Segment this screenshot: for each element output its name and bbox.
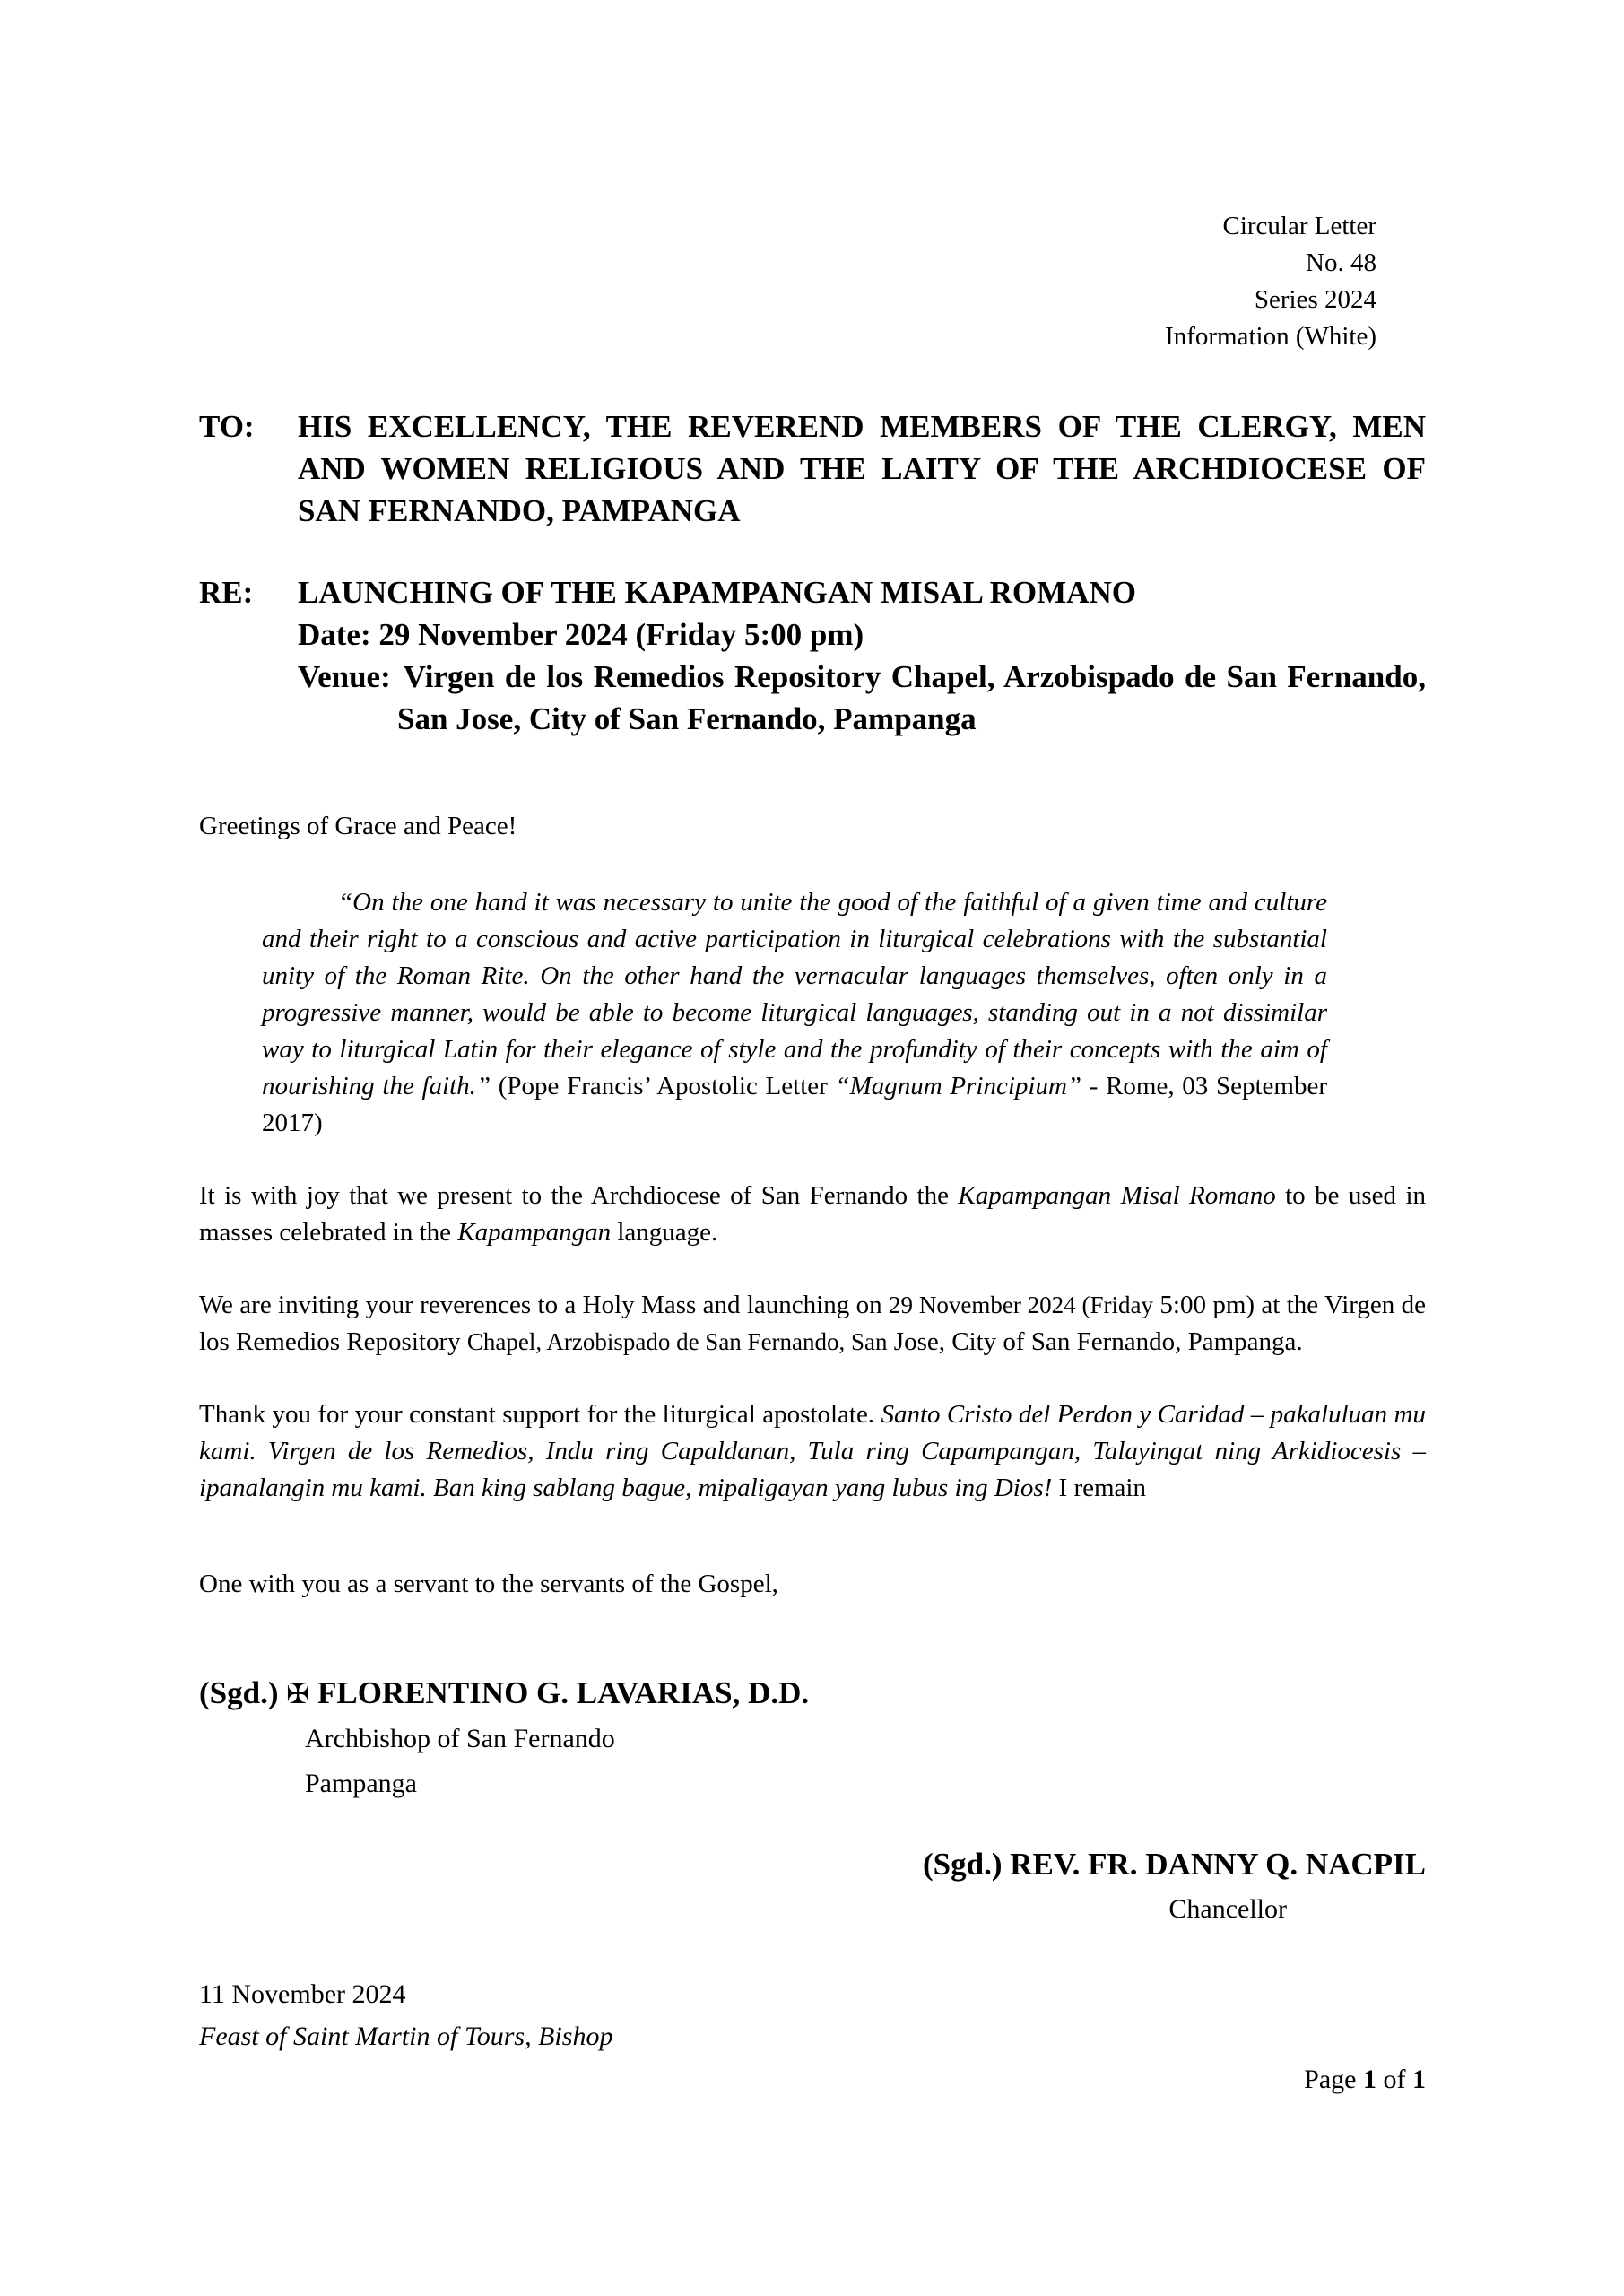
quote-attribution-prefix: (Pope Francis’ Apostolic Letter xyxy=(491,1072,836,1100)
paragraph-text-run: to be used in masses celebrated in the xyxy=(199,1181,1426,1247)
re-venue-label: Venue: xyxy=(298,659,391,694)
dateline xyxy=(199,1973,1426,2057)
chancellor-name: (Sgd.) REV. FR. DANNY Q. NACPIL xyxy=(922,1847,1426,1882)
paragraph-text-run: 5:00 pm) at the Virgen de los Remedios Repository xyxy=(199,1291,1426,1356)
paragraph-text-run: We are inviting your reverences to a Holy Mass and launching on xyxy=(199,1291,889,1319)
paragraph-text-run: Thank you for your constant support for the liturgical apostolate. xyxy=(199,1400,881,1429)
paragraph-text-run: Chapel, Arzobispado de San Fernando, San xyxy=(466,1328,888,1355)
page-number-footer xyxy=(199,2061,1426,2098)
paragraph-text-run: language. xyxy=(611,1218,718,1247)
header-line-series: Series 2024 xyxy=(1254,285,1376,314)
paragraph-text-run: Jose, City of San Fernando, Pampanga. xyxy=(887,1327,1303,1356)
quote-attribution-suffix: - Rome, 03 September 2017) xyxy=(262,1072,1328,1137)
letter-date: 11 November 2024 xyxy=(199,1979,406,2009)
re-venue xyxy=(298,656,1426,740)
re-block xyxy=(199,571,1426,740)
archbishop-name: FLORENTINO G. LAVARIAS, D.D. xyxy=(317,1675,810,1710)
paragraph-text-run: It is with joy that we present to the Archdiocese of San Fernando the xyxy=(199,1181,959,1210)
greeting: Greetings of Grace and Peace! xyxy=(199,812,517,840)
paragraph-presentation xyxy=(199,1178,1426,1251)
quote-paragraph xyxy=(262,884,1327,1142)
closing-line: One with you as a servant to the servants of the Gospel, xyxy=(199,1570,778,1598)
episcopal-cross-icon: ✠ xyxy=(286,1678,310,1710)
page-word: Page xyxy=(1304,2065,1357,2094)
re-subject: LAUNCHING OF THE KAPAMPANGAN MISAL ROMANO xyxy=(298,575,1136,610)
archbishop-province: Pampanga xyxy=(305,1769,417,1798)
re-venue-text: Virgen de los Remedios Repository Chapel, Arzobispado de San Fernando, San Jose, City of San Fernando, Pampanga xyxy=(397,659,1426,736)
signature-chancellor xyxy=(199,1842,1426,1932)
paragraph-thanks-prayer xyxy=(199,1396,1426,1507)
re-label: RE: xyxy=(199,575,254,610)
paragraph-text-run: Santo Cristo del Perdon y Caridad – pakaluluan mu kami. Virgen de los Remedios, Indu ring Capaldanan, Tula ring Capampangan, Talayingat ning Arkidiocesis – ipanalangin mu kami. Ban king sablang bague, mipaligayan yang lubus ing Dios! xyxy=(199,1400,1426,1502)
paragraph-invitation xyxy=(199,1287,1426,1361)
paragraph-text-run: Kapampangan xyxy=(457,1218,612,1247)
header-line-classification: Information (White) xyxy=(1165,322,1376,351)
feast-day: Feast of Saint Martin of Tours, Bishop xyxy=(199,2022,613,2051)
paragraph-text-run: 29 November 2024 (Friday xyxy=(888,1292,1154,1318)
paragraph-text-run: I remain xyxy=(1052,1474,1146,1502)
of-word: of xyxy=(1383,2065,1406,2094)
to-label: TO: xyxy=(199,409,255,444)
letter-header xyxy=(199,208,1376,355)
chancellor-title: Chancellor xyxy=(1168,1894,1287,1924)
total-pages: 1 xyxy=(1412,2065,1426,2094)
quote-attribution-work: “Magnum Principium” xyxy=(835,1072,1082,1100)
signature-archbishop xyxy=(199,1671,1426,1806)
header-line-document-type: Circular Letter xyxy=(1222,212,1376,240)
sgd-label: (Sgd.) xyxy=(199,1675,279,1710)
to-block xyxy=(199,405,1426,532)
signature-archbishop-name-line xyxy=(199,1671,1426,1717)
page-number: 1 xyxy=(1363,2065,1376,2094)
re-date: Date: 29 November 2024 (Friday 5:00 pm) xyxy=(298,617,864,652)
to-text: HIS EXCELLENCY, THE REVEREND MEMBERS OF THE CLERGY, MEN AND WOMEN RELIGIOUS AND THE LAITY OF THE ARCHDIOCESE OF SAN FERNANDO, PAMPANGA xyxy=(298,409,1426,528)
archbishop-title: Archbishop of San Fernando xyxy=(305,1724,615,1753)
paragraph-text-run: Kapampangan Misal Romano xyxy=(958,1181,1276,1210)
header-line-number: No. 48 xyxy=(1306,248,1376,277)
quote-text: “On the one hand it was necessary to unite the good of the faithful of a given time and culture and their right to a conscious and active participation in liturgical celebrations with the substantial unity of the Roman Rite. On the other hand the vernacular languages themselves, often only in a progressive manner, would be able to become liturgical languages, standing out in a not dissimilar way to liturgical Latin for their elegance of style and the profundity of their concepts with the aim of nourishing the faith.” xyxy=(262,888,1327,1100)
